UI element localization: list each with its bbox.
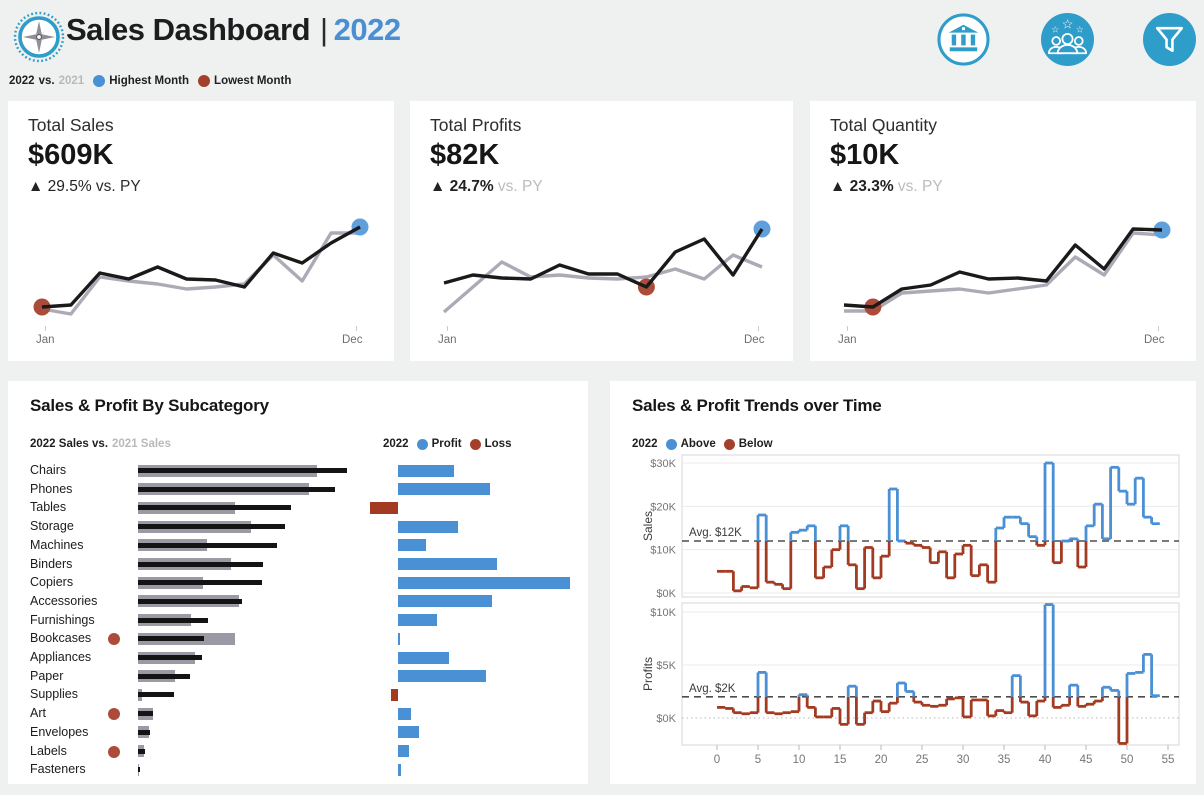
svg-text:$10K: $10K [650, 544, 676, 557]
svg-text:40: 40 [1038, 754, 1052, 766]
svg-text:10: 10 [792, 754, 806, 766]
profit-bar[interactable] [398, 652, 449, 664]
subcategory-row [8, 592, 588, 611]
subcategory-row [8, 667, 588, 686]
low-marker-dot[interactable] [108, 746, 120, 758]
svg-text:$30K: $30K [650, 458, 676, 471]
profit-bar[interactable] [398, 558, 497, 570]
svg-text:$10K: $10K [650, 607, 676, 619]
subcategory-label: Copiers [30, 575, 74, 590]
team-stars-icon [1041, 13, 1094, 66]
axis-label-start: Jan [36, 334, 55, 346]
svg-text:5: 5 [754, 754, 762, 766]
kpi-sparkline[interactable] [828, 201, 1178, 326]
loss-bar[interactable] [391, 689, 398, 701]
sales-2022-bar[interactable] [138, 543, 277, 548]
subcategory-row [8, 685, 588, 704]
svg-text:15: 15 [833, 754, 847, 766]
subcategory-row [8, 648, 588, 667]
below-dot [724, 439, 735, 450]
kpi-delta: ▲ 29.5% vs. PY [28, 178, 141, 195]
profit-loss-legend: 2022 Profit Loss [383, 438, 512, 450]
svg-text:☆: ☆ [1061, 16, 1074, 32]
sales-2022-bar[interactable] [138, 562, 263, 567]
profit-bar[interactable] [398, 483, 490, 495]
subcategory-row [8, 555, 588, 574]
page-legend [9, 75, 291, 87]
svg-text:30: 30 [956, 754, 970, 766]
kpi-card-total-profits [410, 101, 793, 361]
trends-panel-title: Sales & Profit Trends over Time [632, 396, 882, 415]
legend-vs: vs. [38, 75, 55, 87]
profit-bar[interactable] [398, 539, 426, 551]
kpi-title: Total Quantity [830, 115, 937, 135]
title-separator: | [320, 12, 328, 47]
loss-bar[interactable] [370, 502, 398, 514]
kpi-delta: ▲ 23.3% vs. PY [830, 178, 943, 195]
average-label: Avg. $2K [689, 682, 736, 695]
subcategory-label: Phones [30, 481, 73, 496]
sales-2022-bar[interactable] [138, 730, 150, 735]
profit-bar[interactable] [398, 745, 409, 757]
subcategory-row [8, 760, 588, 779]
filter-button[interactable] [1143, 13, 1196, 66]
subcategory-panel [8, 381, 588, 784]
average-label: Avg. $12K [689, 527, 742, 540]
axis-tick [356, 326, 357, 331]
sales-2022-bar[interactable] [138, 692, 174, 697]
subcategory-panel-title: Sales & Profit By Subcategory [30, 396, 269, 415]
profit-bar[interactable] [398, 633, 400, 645]
profit-bar[interactable] [398, 577, 570, 589]
subcategory-label: Bookcases [30, 631, 92, 646]
subcategory-row [8, 723, 588, 742]
sales-trend-chart[interactable] [622, 453, 1196, 599]
sales-2022-bar[interactable] [138, 636, 204, 641]
profit-bar[interactable] [398, 708, 411, 720]
subcategory-row [8, 629, 588, 648]
filter-funnel-icon [1143, 13, 1196, 66]
profit-bar[interactable] [398, 764, 401, 776]
subcategory-label: Supplies [30, 687, 78, 702]
svg-text:$0K: $0K [656, 713, 676, 725]
svg-text:35: 35 [997, 754, 1011, 766]
subcategory-row [8, 461, 588, 480]
kpi-title: Total Sales [28, 115, 114, 135]
axis-tick [847, 326, 848, 331]
page-title-text: Sales Dashboard [66, 12, 311, 47]
axis-tick [45, 326, 46, 331]
profit-bar[interactable] [398, 521, 458, 533]
profit-dot [417, 439, 428, 450]
subcategory-row [8, 480, 588, 499]
sales-2022-bar[interactable] [138, 468, 347, 473]
sales-2022-bar[interactable] [138, 711, 153, 716]
svg-text:☆: ☆ [1051, 24, 1060, 35]
profit-bar[interactable] [398, 670, 486, 682]
subcategory-row [8, 536, 588, 555]
profit-bar[interactable] [398, 726, 419, 738]
trends-panel [610, 381, 1196, 784]
sales-2022-bar[interactable] [138, 487, 335, 492]
sales-2022-bar[interactable] [138, 749, 145, 754]
subcategory-label: Tables [30, 500, 67, 515]
kpi-card-total-quantity [810, 101, 1196, 361]
subcategory-label: Furnishings [30, 612, 95, 627]
axis-label-end: Dec [1144, 334, 1165, 346]
svg-text:25: 25 [915, 754, 929, 766]
bank-button[interactable] [937, 13, 990, 66]
team-button[interactable] [1041, 13, 1094, 66]
subcategory-label: Binders [30, 556, 73, 571]
sales-2022-bar[interactable] [138, 674, 190, 679]
subcategory-label: Accessories [30, 593, 98, 608]
sales-2022-bar[interactable] [138, 599, 242, 604]
bank-icon [937, 13, 990, 66]
sales-2022-bar[interactable] [138, 505, 291, 510]
subcategory-label: Fasteners [30, 762, 86, 777]
kpi-card-total-sales [8, 101, 394, 361]
profit-bar[interactable] [398, 614, 437, 626]
subcategory-label: Appliances [30, 650, 92, 664]
svg-text:0: 0 [713, 754, 721, 766]
kpi-sparkline[interactable] [428, 201, 778, 326]
svg-text:$20K: $20K [650, 501, 676, 514]
axis-label-end: Dec [744, 334, 765, 346]
sales-comparison-legend: 2022 Sales vs. 2021 Sales [30, 438, 171, 450]
legend-year: 2022 [9, 75, 35, 87]
sales-2022-bar[interactable] [138, 580, 262, 585]
subcategory-label: Paper [30, 668, 64, 683]
svg-text:☆: ☆ [1075, 24, 1084, 35]
axis-label-start: Jan [838, 334, 857, 346]
subcategory-row [8, 704, 588, 723]
axis-label-start: Jan [438, 334, 457, 346]
kpi-value: $609K [28, 139, 114, 171]
sales-2022-bar[interactable] [138, 618, 208, 623]
subcategory-label: Envelopes [30, 724, 89, 739]
subcategory-row [8, 517, 588, 536]
low-marker-dot[interactable] [108, 633, 120, 645]
kpi-delta: ▲ 24.7% vs. PY [430, 178, 543, 195]
y-axis-title: Profits [641, 656, 655, 692]
lowest-month-dot [198, 75, 210, 87]
legend-lowest-label: Lowest Month [214, 75, 292, 87]
svg-text:20: 20 [874, 754, 888, 766]
compass-icon [12, 10, 66, 64]
subcategory-row [8, 573, 588, 592]
subcategory-label: Machines [30, 537, 84, 552]
subcategory-label: Art [30, 706, 46, 721]
kpi-title: Total Profits [430, 115, 522, 135]
axis-tick [758, 326, 759, 331]
above-below-legend: 2022 Above Below [632, 438, 773, 450]
axis-tick [1158, 326, 1159, 331]
subcategory-row [8, 498, 588, 517]
sales-2022-bar[interactable] [138, 767, 140, 772]
kpi-value: $82K [430, 139, 500, 171]
subcategory-label: Labels [30, 743, 67, 758]
svg-text:$0K: $0K [656, 588, 676, 599]
subcategory-row [8, 742, 588, 761]
profit-bar[interactable] [398, 595, 492, 607]
kpi-sparkline[interactable] [26, 201, 376, 326]
svg-text:45: 45 [1079, 754, 1093, 766]
y-axis-title: Sales [641, 510, 655, 542]
above-dot [666, 439, 677, 450]
profit-bar[interactable] [398, 465, 454, 477]
kpi-delta-suffix: vs. PY [95, 178, 141, 195]
sales-2022-bar[interactable] [138, 655, 202, 660]
svg-text:$5K: $5K [656, 660, 676, 672]
sales-2022-bar[interactable] [138, 524, 285, 529]
subcategory-label: Storage [30, 519, 74, 534]
profits-trend-chart[interactable] [622, 599, 1196, 779]
highest-month-dot [93, 75, 105, 87]
svg-text:50: 50 [1120, 754, 1134, 766]
legend-highest-label: Highest Month [109, 75, 190, 87]
kpi-delta-suffix: vs. PY [497, 178, 543, 195]
subcategory-row [8, 611, 588, 630]
kpi-value: $10K [830, 139, 900, 171]
loss-dot [470, 439, 481, 450]
subcategory-rows [8, 461, 588, 781]
kpi-delta-suffix: vs. PY [897, 178, 943, 195]
low-marker-dot[interactable] [108, 708, 120, 720]
page-title [66, 12, 401, 48]
title-year: 2022 [333, 12, 401, 47]
subcategory-label: Chairs [30, 463, 67, 477]
legend-prev-year: 2021 [58, 75, 85, 87]
axis-tick [447, 326, 448, 331]
svg-text:55: 55 [1161, 754, 1175, 766]
axis-label-end: Dec [342, 334, 363, 346]
